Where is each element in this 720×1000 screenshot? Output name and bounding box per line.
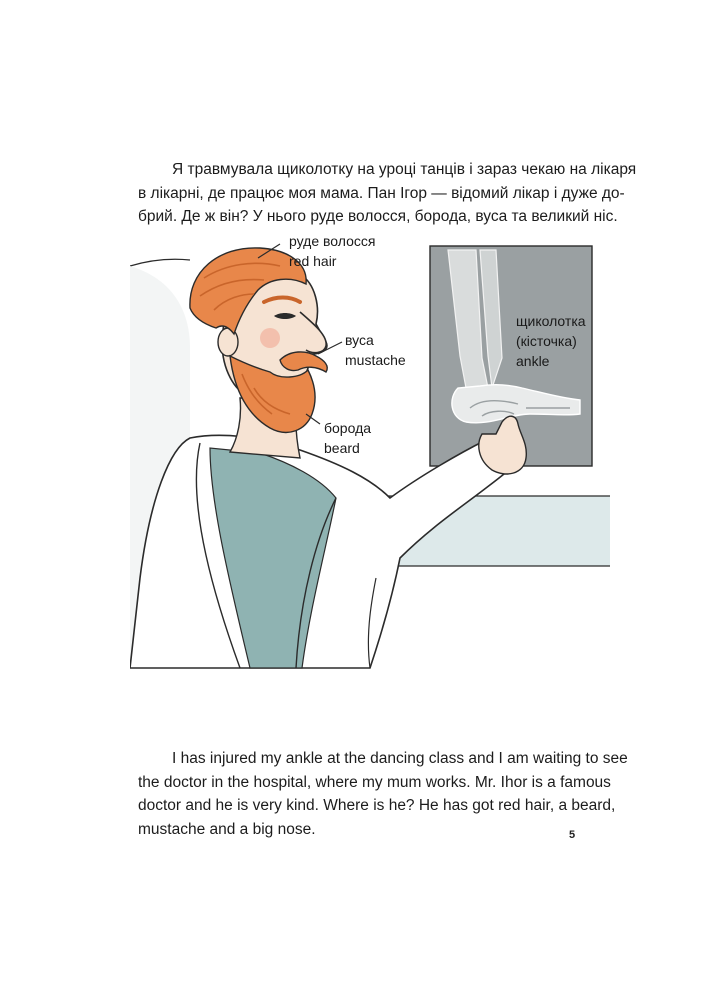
text-line: брий. Де ж він? У нього руде волосся, борода, вуса та великий ніс.: [138, 208, 618, 225]
label-ankle: [516, 311, 586, 371]
text-line: the doctor in the hospital, where my mum works. Mr. Ihor is a famous: [138, 773, 611, 791]
label-mustache: [345, 330, 406, 370]
label-en: red hair: [289, 253, 337, 269]
text-line: doctor and he is very kind. Where is he? He has got red hair, a beard,: [138, 797, 616, 814]
cheek-blush: [260, 328, 280, 348]
paragraph-english: [138, 747, 628, 841]
paragraph-ukrainian: [138, 158, 637, 229]
text-line: в лікарні, де працює моя мама. Пан Ігор — відомий лікар і дуже до-: [138, 184, 625, 202]
label-en: beard: [324, 440, 360, 456]
doctor-illustration: [130, 238, 610, 698]
label-uk: руде волосся: [289, 233, 376, 249]
label-en: ankle: [516, 353, 550, 369]
label-uk: вуса: [345, 332, 374, 348]
label-uk: щиколотка: [516, 313, 586, 329]
page-number: 5: [569, 829, 576, 841]
label-en: mustache: [345, 352, 406, 368]
text-line: Я травмувала щиколотку на уроці танців і зараз чекаю на лікаря: [172, 161, 637, 178]
text-line: mustache and a big nose.: [138, 820, 316, 838]
label-uk: борода: [324, 420, 372, 436]
label-red-hair: [289, 231, 375, 271]
bed-line: [130, 259, 190, 266]
label-beard: [324, 418, 371, 458]
label-uk-alt: (кісточка): [516, 333, 577, 349]
text-line: I has injured my ankle at the dancing class and I am waiting to see: [172, 750, 628, 767]
